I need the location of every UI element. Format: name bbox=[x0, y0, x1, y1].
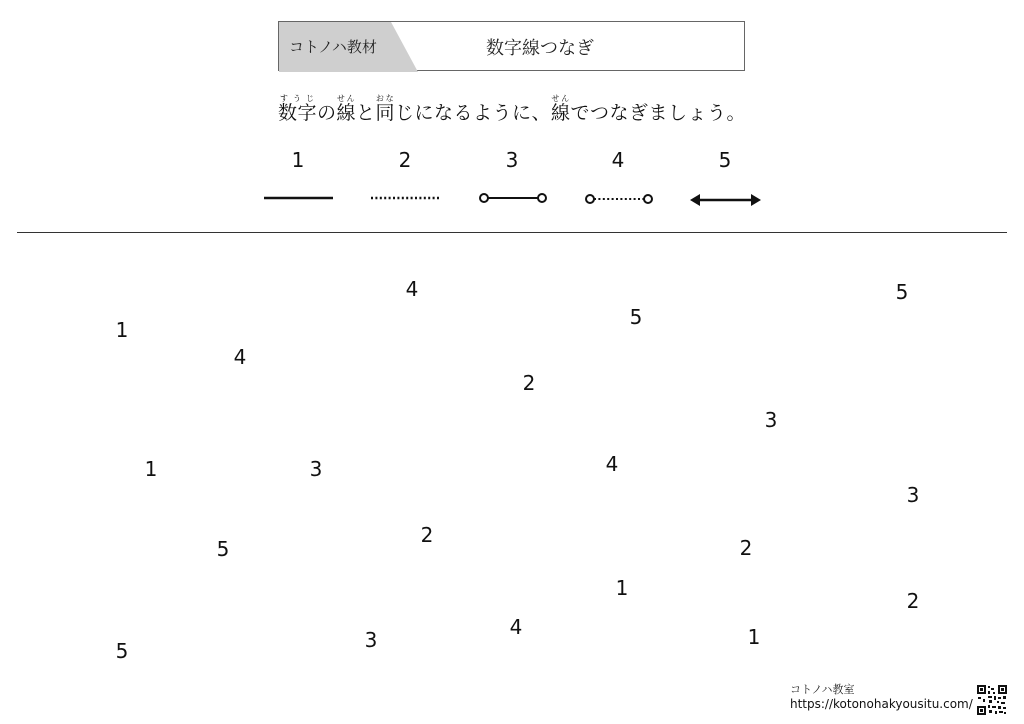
connect-point[interactable]: 2 bbox=[906, 589, 920, 613]
brand-label: コトノハ教材 bbox=[289, 38, 377, 56]
connect-point[interactable]: 5 bbox=[629, 305, 643, 329]
worksheet-header bbox=[278, 21, 745, 71]
connect-point[interactable]: 2 bbox=[420, 523, 434, 547]
connect-point[interactable]: 3 bbox=[309, 457, 323, 481]
connect-point[interactable]: 1 bbox=[747, 625, 761, 649]
worksheet-title: 数字線つなぎ bbox=[486, 38, 594, 59]
connect-point[interactable]: 5 bbox=[216, 537, 230, 561]
circle-end-solid-line-sample bbox=[480, 194, 546, 202]
connect-point[interactable]: 4 bbox=[509, 615, 523, 639]
footer-url-link[interactable]: https://kotonohakyousitu.com/ bbox=[790, 697, 973, 711]
connect-point[interactable]: 3 bbox=[364, 628, 378, 652]
connect-point[interactable]: 4 bbox=[405, 277, 419, 301]
section-divider bbox=[17, 232, 1007, 233]
double-arrow-sample bbox=[690, 194, 761, 206]
connect-point[interactable]: 3 bbox=[906, 483, 920, 507]
connect-point[interactable]: 2 bbox=[739, 536, 753, 560]
instruction-text: 数字すうじの線せんと同おなじになるように、線せんでつなぎましょう。 bbox=[277, 94, 747, 124]
connect-point[interactable]: 1 bbox=[144, 457, 158, 481]
legend-number-3: 3 bbox=[505, 148, 519, 172]
footer-brand-name: コトノハ教室 bbox=[790, 683, 855, 696]
circle-end-dotted-line-sample bbox=[586, 195, 652, 203]
legend-number-5: 5 bbox=[718, 148, 732, 172]
connect-point[interactable]: 4 bbox=[233, 345, 247, 369]
connect-point[interactable]: 4 bbox=[605, 452, 619, 476]
connect-point[interactable]: 5 bbox=[115, 639, 129, 663]
legend-number-2: 2 bbox=[398, 148, 412, 172]
connect-point[interactable]: 3 bbox=[764, 408, 778, 432]
legend-line-styles bbox=[0, 180, 1024, 220]
connect-point[interactable]: 2 bbox=[522, 371, 536, 395]
qr-code-icon bbox=[976, 684, 1008, 716]
connect-point[interactable]: 5 bbox=[895, 280, 909, 304]
connect-point[interactable]: 1 bbox=[615, 576, 629, 600]
legend-number-4: 4 bbox=[611, 148, 625, 172]
connect-point[interactable]: 1 bbox=[115, 318, 129, 342]
legend-number-1: 1 bbox=[291, 148, 305, 172]
